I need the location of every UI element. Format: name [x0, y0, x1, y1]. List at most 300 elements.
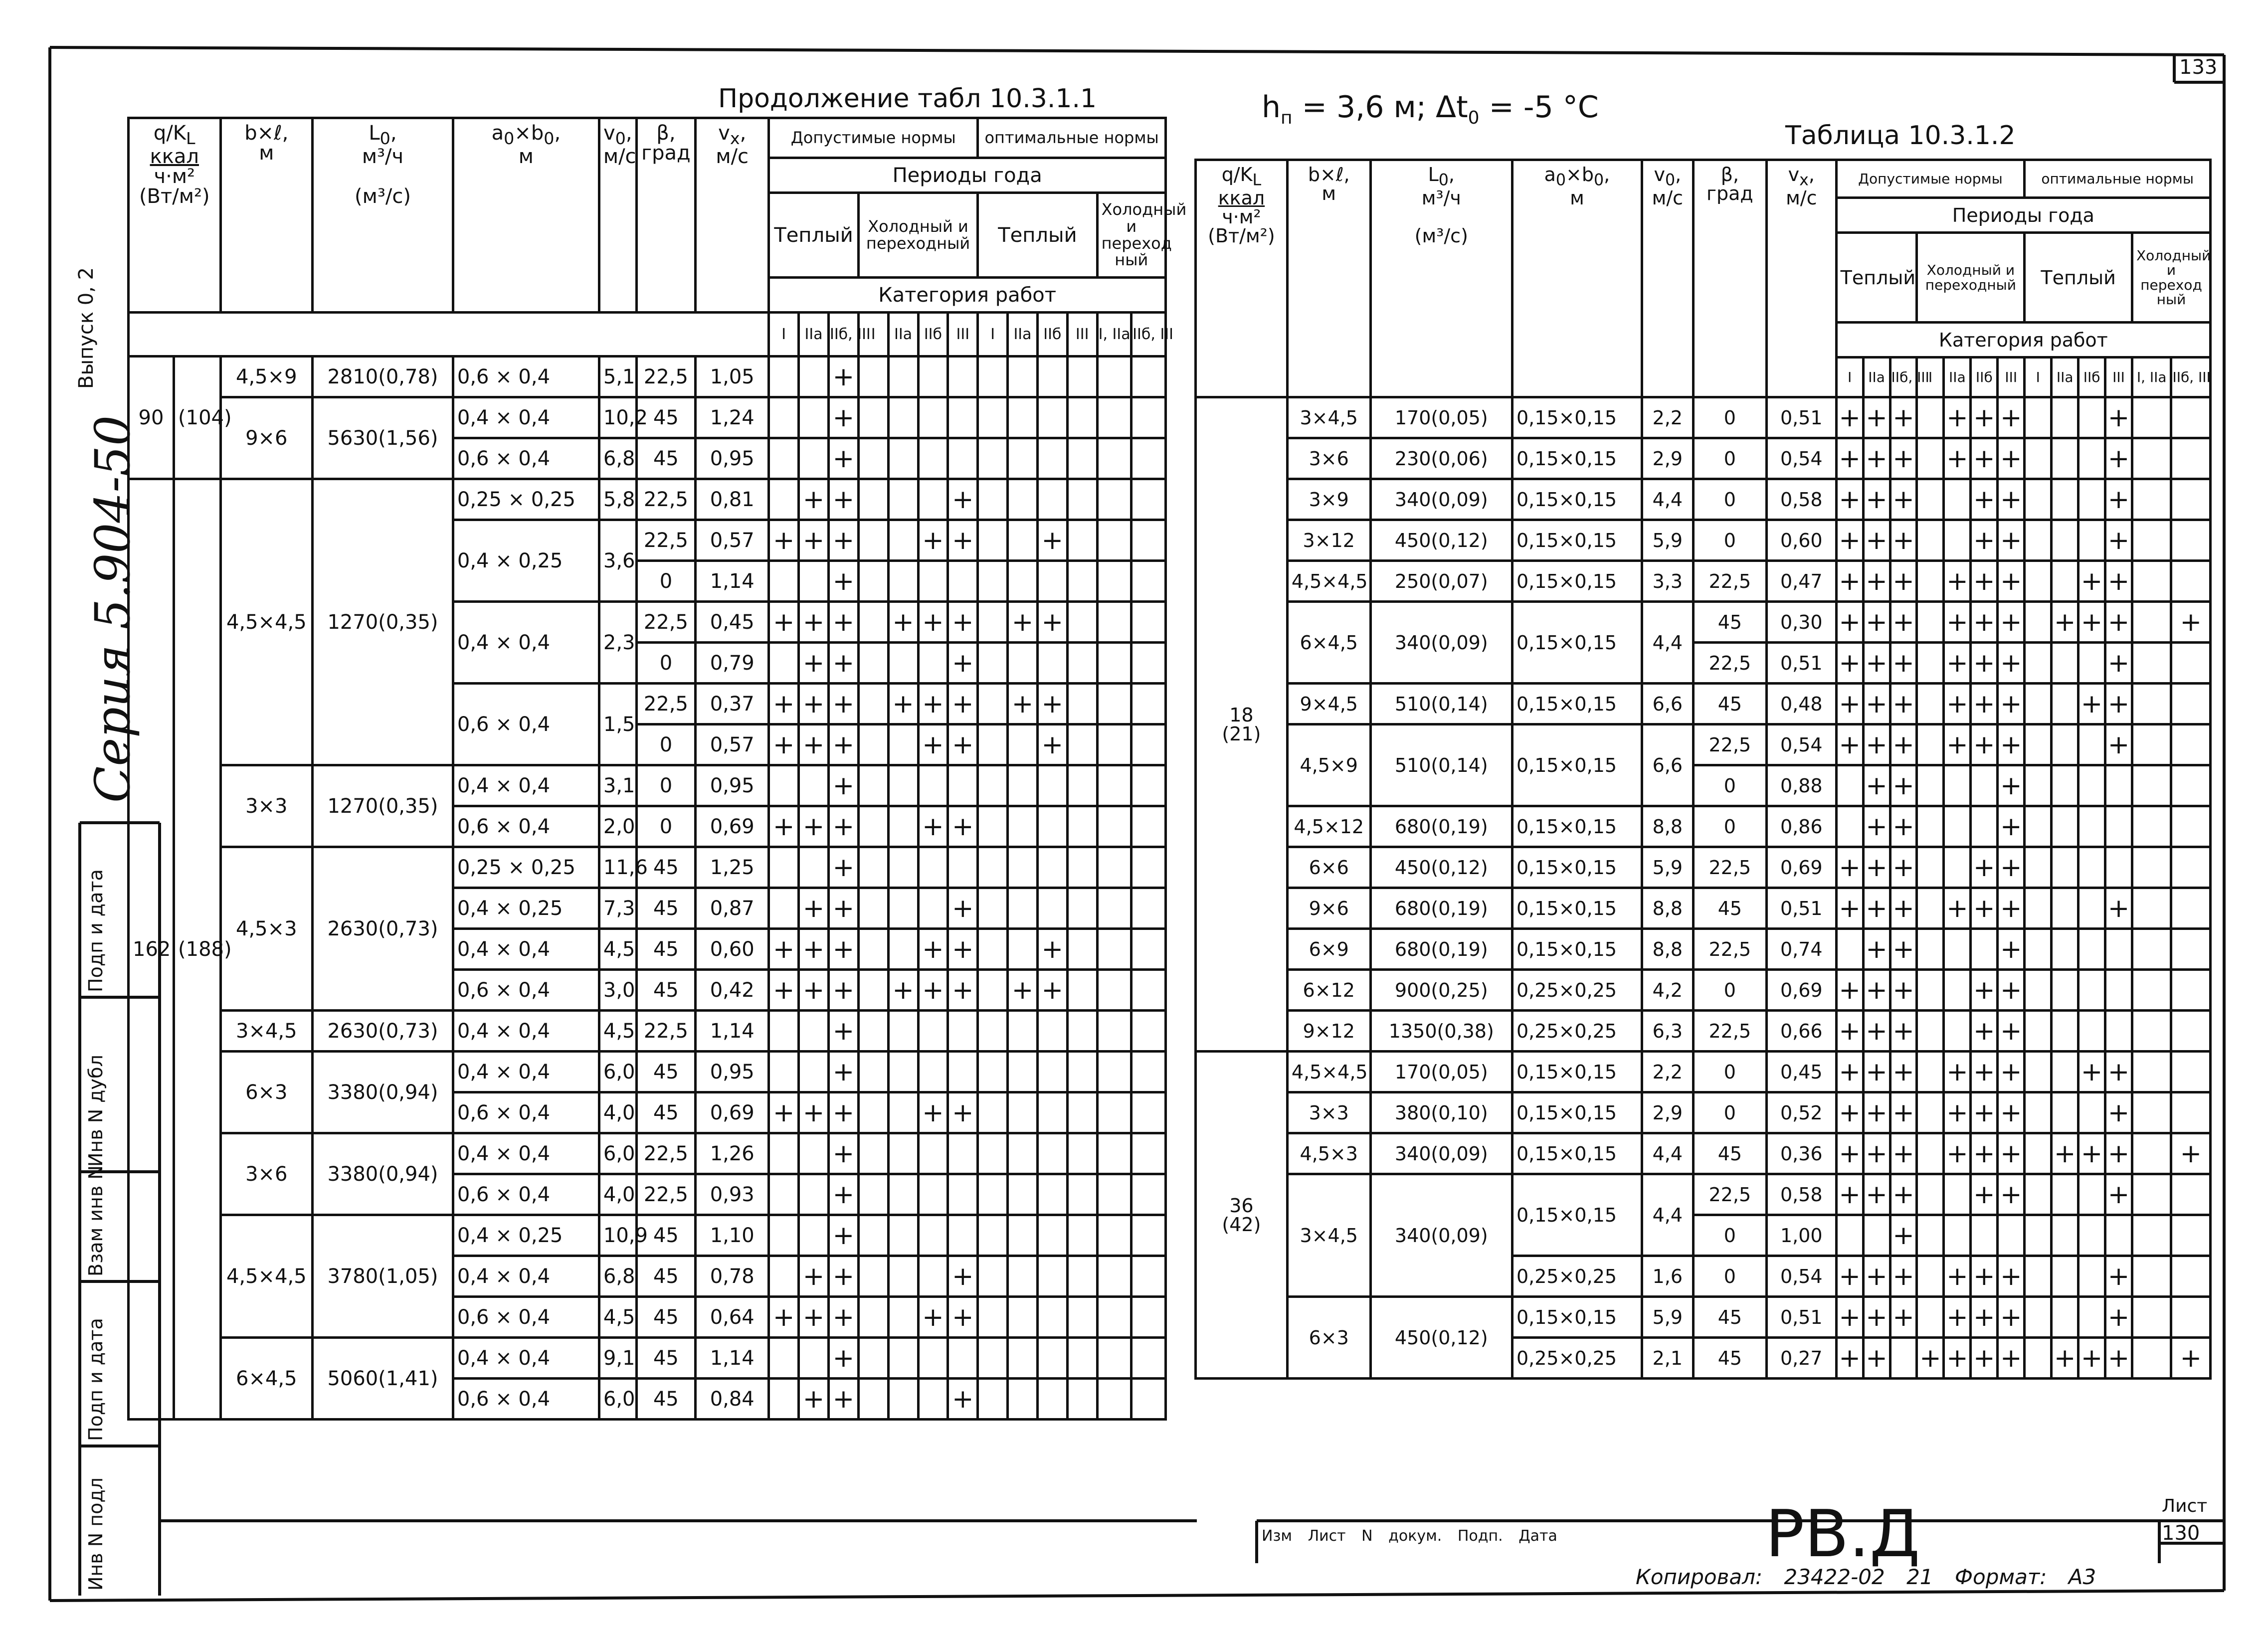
- plus-mark: +: [1863, 929, 1890, 970]
- jet-velocity: 0,54: [1766, 724, 1836, 765]
- plus-mark: +: [1890, 602, 1917, 643]
- outlet-velocity: 5,9: [1642, 847, 1693, 888]
- empty-cell: [799, 397, 829, 438]
- empty-cell: [888, 561, 918, 602]
- outlet-velocity: 6,8: [599, 1256, 636, 1297]
- empty-cell: [948, 1133, 978, 1174]
- plus-mark: +: [1998, 1338, 2025, 1379]
- empty-cell: [2132, 806, 2171, 847]
- empty-cell: [1132, 847, 1166, 888]
- empty-cell: [2025, 1052, 2052, 1092]
- empty-cell: [2079, 397, 2105, 438]
- group-q: 162: [129, 479, 174, 1420]
- plus-mark: +: [1863, 1297, 1890, 1338]
- empty-cell: [1917, 1256, 1944, 1297]
- plus-mark: +: [799, 724, 829, 765]
- room-size: 6×12: [1287, 970, 1370, 1011]
- empty-cell: [858, 602, 888, 643]
- empty-cell: [2079, 806, 2105, 847]
- plus-mark: +: [1836, 1256, 1863, 1297]
- empty-cell: [2171, 724, 2211, 765]
- air-flow: 1270(0,35): [313, 479, 453, 765]
- empty-cell: [978, 1011, 1008, 1052]
- plus-mark: +: [2105, 1338, 2132, 1379]
- jet-velocity: 0,51: [1766, 888, 1836, 929]
- plus-mark: +: [828, 929, 858, 970]
- header-cold-opt: Холодный и переход ный: [2132, 233, 2211, 323]
- header-category: Категория работ: [769, 278, 1166, 313]
- plus-mark: +: [2079, 1338, 2105, 1379]
- jet-angle: 0: [1693, 1215, 1766, 1256]
- jet-angle: 22,5: [636, 357, 695, 397]
- empty-cell: [1132, 1092, 1166, 1133]
- jet-angle: 45: [636, 1215, 695, 1256]
- empty-cell: [1917, 765, 1944, 806]
- empty-cell: [2025, 397, 2052, 438]
- empty-cell: [1008, 929, 1038, 970]
- plus-mark: +: [1998, 970, 2025, 1011]
- jet-angle: 45: [636, 970, 695, 1011]
- empty-cell: [2052, 1011, 2079, 1052]
- empty-cell: [1132, 479, 1166, 520]
- plus-mark: +: [2079, 1133, 2105, 1174]
- plus-mark: +: [888, 602, 918, 643]
- jet-angle: 22,5: [1693, 1011, 1766, 1052]
- plus-mark: +: [1998, 765, 2025, 806]
- plus-mark: +: [1944, 561, 1971, 602]
- empty-cell: [2171, 929, 2211, 970]
- plus-mark: +: [1863, 1092, 1890, 1133]
- plus-mark: +: [1836, 1133, 1863, 1174]
- empty-cell: [1067, 357, 1097, 397]
- plus-mark: +: [1863, 970, 1890, 1011]
- category-cell: I: [978, 313, 1008, 357]
- empty-cell: [2132, 397, 2171, 438]
- empty-cell: [2132, 1215, 2171, 1256]
- plus-mark: +: [1998, 479, 2025, 520]
- empty-cell: [1132, 970, 1166, 1011]
- outlet-velocity: 2,0: [599, 806, 636, 847]
- jet-angle: 0: [636, 806, 695, 847]
- plus-mark: +: [1836, 1052, 1863, 1092]
- empty-cell: [2079, 724, 2105, 765]
- empty-cell: [2052, 724, 2079, 765]
- jet-velocity: 0,69: [1766, 847, 1836, 888]
- empty-cell: [1097, 357, 1132, 397]
- outlet-size: 0,15×0,15: [1512, 602, 1642, 684]
- empty-cell: [1097, 643, 1132, 684]
- outlet-size: 0,4 × 0,4: [453, 1052, 599, 1092]
- empty-cell: [978, 1297, 1008, 1338]
- outlet-size: 0,15×0,15: [1512, 847, 1642, 888]
- empty-cell: [2171, 1297, 2211, 1338]
- empty-cell: [1097, 765, 1132, 806]
- outlet-velocity: 4,0: [599, 1174, 636, 1215]
- plus-mark: +: [1863, 1133, 1890, 1174]
- group-q-watts: (42): [1222, 1213, 1261, 1236]
- outlet-velocity: 6,6: [1642, 684, 1693, 724]
- plus-mark: +: [1998, 643, 2025, 684]
- empty-cell: [888, 1256, 918, 1297]
- air-flow: 230(0,06): [1370, 438, 1512, 479]
- outlet-size: 0,4 × 0,4: [453, 765, 599, 806]
- empty-cell: [858, 847, 888, 888]
- header-bl: b×ℓ, м: [220, 118, 313, 313]
- table-row: [129, 1052, 1166, 1092]
- plus-mark: +: [828, 724, 858, 765]
- jet-angle: 45: [1693, 602, 1766, 643]
- empty-cell: [769, 438, 799, 479]
- empty-cell: [2105, 1011, 2132, 1052]
- jet-velocity: 0,84: [696, 1379, 769, 1420]
- empty-cell: [2171, 438, 2211, 479]
- empty-cell: [1067, 970, 1097, 1011]
- empty-cell: [948, 847, 978, 888]
- empty-cell: [2171, 1052, 2211, 1092]
- empty-cell: [2052, 1052, 2079, 1092]
- empty-cell: [2025, 1256, 2052, 1297]
- empty-cell: [1132, 1011, 1166, 1052]
- empty-cell: [2171, 520, 2211, 561]
- empty-cell: [2052, 684, 2079, 724]
- outlet-size: 0,25×0,25: [1512, 970, 1642, 1011]
- empty-cell: [799, 847, 829, 888]
- jet-angle: 22,5: [636, 520, 695, 561]
- jet-angle: 22,5: [1693, 561, 1766, 602]
- empty-cell: [978, 643, 1008, 684]
- outlet-velocity: 2,9: [1642, 438, 1693, 479]
- empty-cell: [1037, 1297, 1067, 1338]
- outlet-size: 0,6 × 0,4: [453, 438, 599, 479]
- plus-mark: +: [1890, 724, 1917, 765]
- jet-velocity: 0,81: [696, 479, 769, 520]
- jet-angle: 45: [636, 1297, 695, 1338]
- empty-cell: [918, 438, 948, 479]
- plus-mark: +: [1944, 1092, 1971, 1133]
- outlet-size: 0,4 × 0,4: [453, 929, 599, 970]
- outlet-velocity: 6,6: [1642, 724, 1693, 806]
- jet-velocity: 0,45: [1766, 1052, 1836, 1092]
- empty-cell: [1008, 438, 1038, 479]
- category-cell: III: [1067, 313, 1097, 357]
- outlet-velocity: 8,8: [1642, 888, 1693, 929]
- plus-mark: +: [948, 1297, 978, 1338]
- sheet-number: 130: [2162, 1522, 2200, 1545]
- left-table: [127, 117, 1187, 1421]
- empty-cell: [799, 1174, 829, 1215]
- category-cell: IIа: [888, 313, 918, 357]
- plus-mark: +: [948, 1256, 978, 1297]
- plus-mark: +: [918, 724, 948, 765]
- empty-cell: [1067, 1011, 1097, 1052]
- plus-mark: +: [1890, 438, 1917, 479]
- table-row: [129, 847, 1166, 888]
- plus-mark: +: [828, 520, 858, 561]
- outlet-size: 0,25×0,25: [1512, 1338, 1642, 1379]
- empty-cell: [2079, 929, 2105, 970]
- outlet-velocity: 6,3: [1642, 1011, 1693, 1052]
- empty-cell: [2025, 684, 2052, 724]
- jet-angle: 22,5: [636, 602, 695, 643]
- empty-cell: [2052, 888, 2079, 929]
- jet-angle: 45: [1693, 888, 1766, 929]
- air-flow: 3380(0,94): [313, 1133, 453, 1215]
- jet-angle: 45: [636, 1379, 695, 1420]
- plus-mark: +: [1971, 520, 1998, 561]
- plus-mark: +: [828, 1011, 858, 1052]
- jet-velocity: 1,10: [696, 1215, 769, 1256]
- plus-mark: +: [1037, 602, 1067, 643]
- jet-velocity: 0,58: [1766, 1174, 1836, 1215]
- table-row: [129, 765, 1166, 806]
- category-cell: I: [769, 313, 799, 357]
- empty-cell: [1008, 357, 1038, 397]
- empty-cell: [1008, 1052, 1038, 1092]
- empty-cell: [978, 847, 1008, 888]
- header-allowed: Допустимые нормы: [769, 118, 978, 158]
- outlet-size: 0,15×0,15: [1512, 929, 1642, 970]
- jet-angle: 45: [636, 888, 695, 929]
- empty-cell: [1917, 438, 1944, 479]
- jet-velocity: 0,58: [1766, 479, 1836, 520]
- category-cell: I: [2025, 358, 2052, 397]
- empty-cell: [2025, 602, 2052, 643]
- plus-mark: +: [828, 684, 858, 724]
- empty-cell: [1097, 602, 1132, 643]
- jet-angle: 0: [636, 724, 695, 765]
- room-size: 3×12: [1287, 520, 1370, 561]
- empty-cell: [769, 1379, 799, 1420]
- empty-cell: [2025, 1174, 2052, 1215]
- empty-cell: [1132, 1297, 1166, 1338]
- plus-mark: +: [1863, 724, 1890, 765]
- plus-mark: +: [2079, 602, 2105, 643]
- empty-cell: [2171, 1256, 2211, 1297]
- empty-cell: [1008, 888, 1038, 929]
- jet-angle: 0: [636, 561, 695, 602]
- outlet-velocity: 1,5: [599, 684, 636, 765]
- jet-angle: 22,5: [1693, 847, 1766, 888]
- plus-mark: +: [1890, 1297, 1917, 1338]
- empty-cell: [858, 479, 888, 520]
- empty-cell: [1097, 520, 1132, 561]
- empty-cell: [2052, 479, 2079, 520]
- outlet-velocity: 1,6: [1642, 1256, 1693, 1297]
- plus-mark: +: [1836, 520, 1863, 561]
- room-size: 4,5×3: [1287, 1133, 1370, 1174]
- plus-mark: +: [948, 806, 978, 847]
- header-cold-opt: Холодный и переход ный: [1097, 193, 1165, 278]
- plus-mark: +: [948, 888, 978, 929]
- empty-cell: [858, 1379, 888, 1420]
- plus-mark: +: [918, 929, 948, 970]
- empty-cell: [1008, 479, 1038, 520]
- empty-cell: [978, 765, 1008, 806]
- plus-mark: +: [1863, 806, 1890, 847]
- jet-angle: 22,5: [636, 684, 695, 724]
- plus-mark: +: [1998, 684, 2025, 724]
- empty-cell: [1917, 888, 1944, 929]
- empty-cell: [978, 1338, 1008, 1379]
- empty-cell: [1037, 438, 1067, 479]
- empty-cell: [1097, 1256, 1132, 1297]
- plus-mark: +: [1836, 643, 1863, 684]
- empty-cell: [1836, 765, 1863, 806]
- plus-mark: +: [948, 929, 978, 970]
- plus-mark: +: [2105, 724, 2132, 765]
- plus-mark: +: [1008, 684, 1038, 724]
- plus-mark: +: [2105, 397, 2132, 438]
- empty-cell: [948, 765, 978, 806]
- empty-cell: [1037, 561, 1067, 602]
- air-flow: 5060(1,41): [313, 1338, 453, 1420]
- outlet-velocity: 2,2: [1642, 1052, 1693, 1092]
- empty-cell: [2025, 1297, 2052, 1338]
- empty-cell: [1917, 724, 1944, 765]
- empty-cell: [888, 438, 918, 479]
- outlet-size: 0,25×0,25: [1512, 1256, 1642, 1297]
- jet-velocity: 0,93: [696, 1174, 769, 1215]
- outlet-velocity: 4,5: [599, 929, 636, 970]
- header-warm-opt: Теплый: [978, 193, 1097, 278]
- empty-cell: [1067, 806, 1097, 847]
- outlet-size: 0,15×0,15: [1512, 684, 1642, 724]
- empty-cell: [1067, 1052, 1097, 1092]
- air-flow: 2630(0,73): [313, 1011, 453, 1052]
- plus-mark: +: [1998, 1133, 2025, 1174]
- group-q: [1196, 1052, 1288, 1379]
- empty-cell: [1097, 1215, 1132, 1256]
- header-warm: Теплый: [1836, 233, 1917, 323]
- empty-cell: [888, 1338, 918, 1379]
- empty-cell: [2025, 1133, 2052, 1174]
- empty-cell: [2132, 1092, 2171, 1133]
- plus-mark: +: [1944, 1052, 1971, 1092]
- table-row: [1196, 561, 2211, 602]
- plus-mark: +: [828, 970, 858, 1011]
- empty-cell: [978, 888, 1008, 929]
- jet-velocity: 0,52: [1766, 1092, 1836, 1133]
- empty-cell: [1132, 1215, 1166, 1256]
- empty-cell: [858, 929, 888, 970]
- empty-cell: [1132, 520, 1166, 561]
- table-row: [1196, 479, 2211, 520]
- outlet-size: 0,4 × 0,4: [453, 397, 599, 438]
- plus-mark: +: [1863, 479, 1890, 520]
- empty-cell: [858, 1338, 888, 1379]
- empty-cell: [2105, 970, 2132, 1011]
- plus-mark: +: [1944, 438, 1971, 479]
- empty-cell: [1067, 1133, 1097, 1174]
- empty-cell: [2079, 438, 2105, 479]
- copy-footer: Копировал: 23422-02 21 Формат: А3: [1636, 1565, 2096, 1589]
- outlet-velocity: 3,3: [1642, 561, 1693, 602]
- empty-cell: [978, 602, 1008, 643]
- empty-cell: [1132, 1174, 1166, 1215]
- plus-mark: +: [1863, 1052, 1890, 1092]
- empty-cell: [1008, 520, 1038, 561]
- plus-mark: +: [1944, 1338, 1971, 1379]
- empty-cell: [1067, 1256, 1097, 1297]
- plus-mark: +: [2079, 561, 2105, 602]
- empty-cell: [1008, 1256, 1038, 1297]
- empty-cell: [2025, 970, 2052, 1011]
- outlet-size: 0,15×0,15: [1512, 1133, 1642, 1174]
- air-flow: 3780(1,05): [313, 1215, 453, 1338]
- plus-mark: +: [799, 806, 829, 847]
- empty-cell: [1097, 397, 1132, 438]
- empty-cell: [2132, 765, 2171, 806]
- plus-mark: +: [1944, 888, 1971, 929]
- plus-mark: +: [1037, 520, 1067, 561]
- empty-cell: [1037, 1133, 1067, 1174]
- empty-cell: [2052, 438, 2079, 479]
- empty-cell: [1944, 479, 1971, 520]
- empty-cell: [2171, 765, 2211, 806]
- header-beta: β, град: [636, 118, 695, 313]
- empty-cell: [769, 643, 799, 684]
- air-flow: 380(0,10): [1370, 1092, 1512, 1133]
- empty-cell: [2171, 1011, 2211, 1052]
- empty-cell: [2025, 438, 2052, 479]
- plus-mark: +: [828, 1338, 858, 1379]
- jet-angle: 22,5: [1693, 1174, 1766, 1215]
- table-row: [129, 1338, 1166, 1379]
- plus-mark: +: [2105, 561, 2132, 602]
- empty-cell: [978, 724, 1008, 765]
- category-cell: I: [1917, 358, 1944, 397]
- empty-cell: [1917, 1011, 1944, 1052]
- jet-angle: 45: [636, 929, 695, 970]
- outlet-velocity: 6,0: [599, 1133, 636, 1174]
- empty-cell: [2105, 765, 2132, 806]
- empty-cell: [2132, 970, 2171, 1011]
- category-cell: III: [948, 313, 978, 357]
- empty-cell: [769, 1133, 799, 1174]
- room-size: 3×6: [220, 1133, 313, 1215]
- empty-cell: [978, 479, 1008, 520]
- empty-cell: [2132, 1338, 2171, 1379]
- plus-mark: +: [1890, 1133, 1917, 1174]
- empty-cell: [1067, 438, 1097, 479]
- jet-velocity: 0,64: [696, 1297, 769, 1338]
- table-row: [1196, 1297, 2211, 1338]
- jet-velocity: 0,57: [696, 520, 769, 561]
- empty-cell: [2132, 847, 2171, 888]
- empty-cell: [2025, 1092, 2052, 1133]
- plus-mark: +: [769, 684, 799, 724]
- empty-cell: [799, 561, 829, 602]
- outlet-size: 0,15×0,15: [1512, 724, 1642, 806]
- drawing-code: РВ.Д: [1765, 1496, 1920, 1572]
- plus-mark: +: [2105, 1092, 2132, 1133]
- plus-mark: +: [2105, 602, 2132, 643]
- outlet-velocity: 11,6: [599, 847, 636, 888]
- empty-cell: [918, 1133, 948, 1174]
- plus-mark: +: [1890, 1215, 1917, 1256]
- empty-cell: [2079, 1174, 2105, 1215]
- outlet-velocity: 6,0: [599, 1379, 636, 1420]
- outlet-velocity: 3,6: [599, 520, 636, 602]
- outlet-velocity: 3,0: [599, 970, 636, 1011]
- category-cell: IIа: [1863, 358, 1890, 397]
- plus-mark: +: [1998, 724, 2025, 765]
- plus-mark: +: [1863, 561, 1890, 602]
- outlet-size: 0,6 × 0,4: [453, 1174, 599, 1215]
- empty-cell: [1917, 1052, 1944, 1092]
- plus-mark: +: [828, 888, 858, 929]
- plus-mark: +: [1836, 397, 1863, 438]
